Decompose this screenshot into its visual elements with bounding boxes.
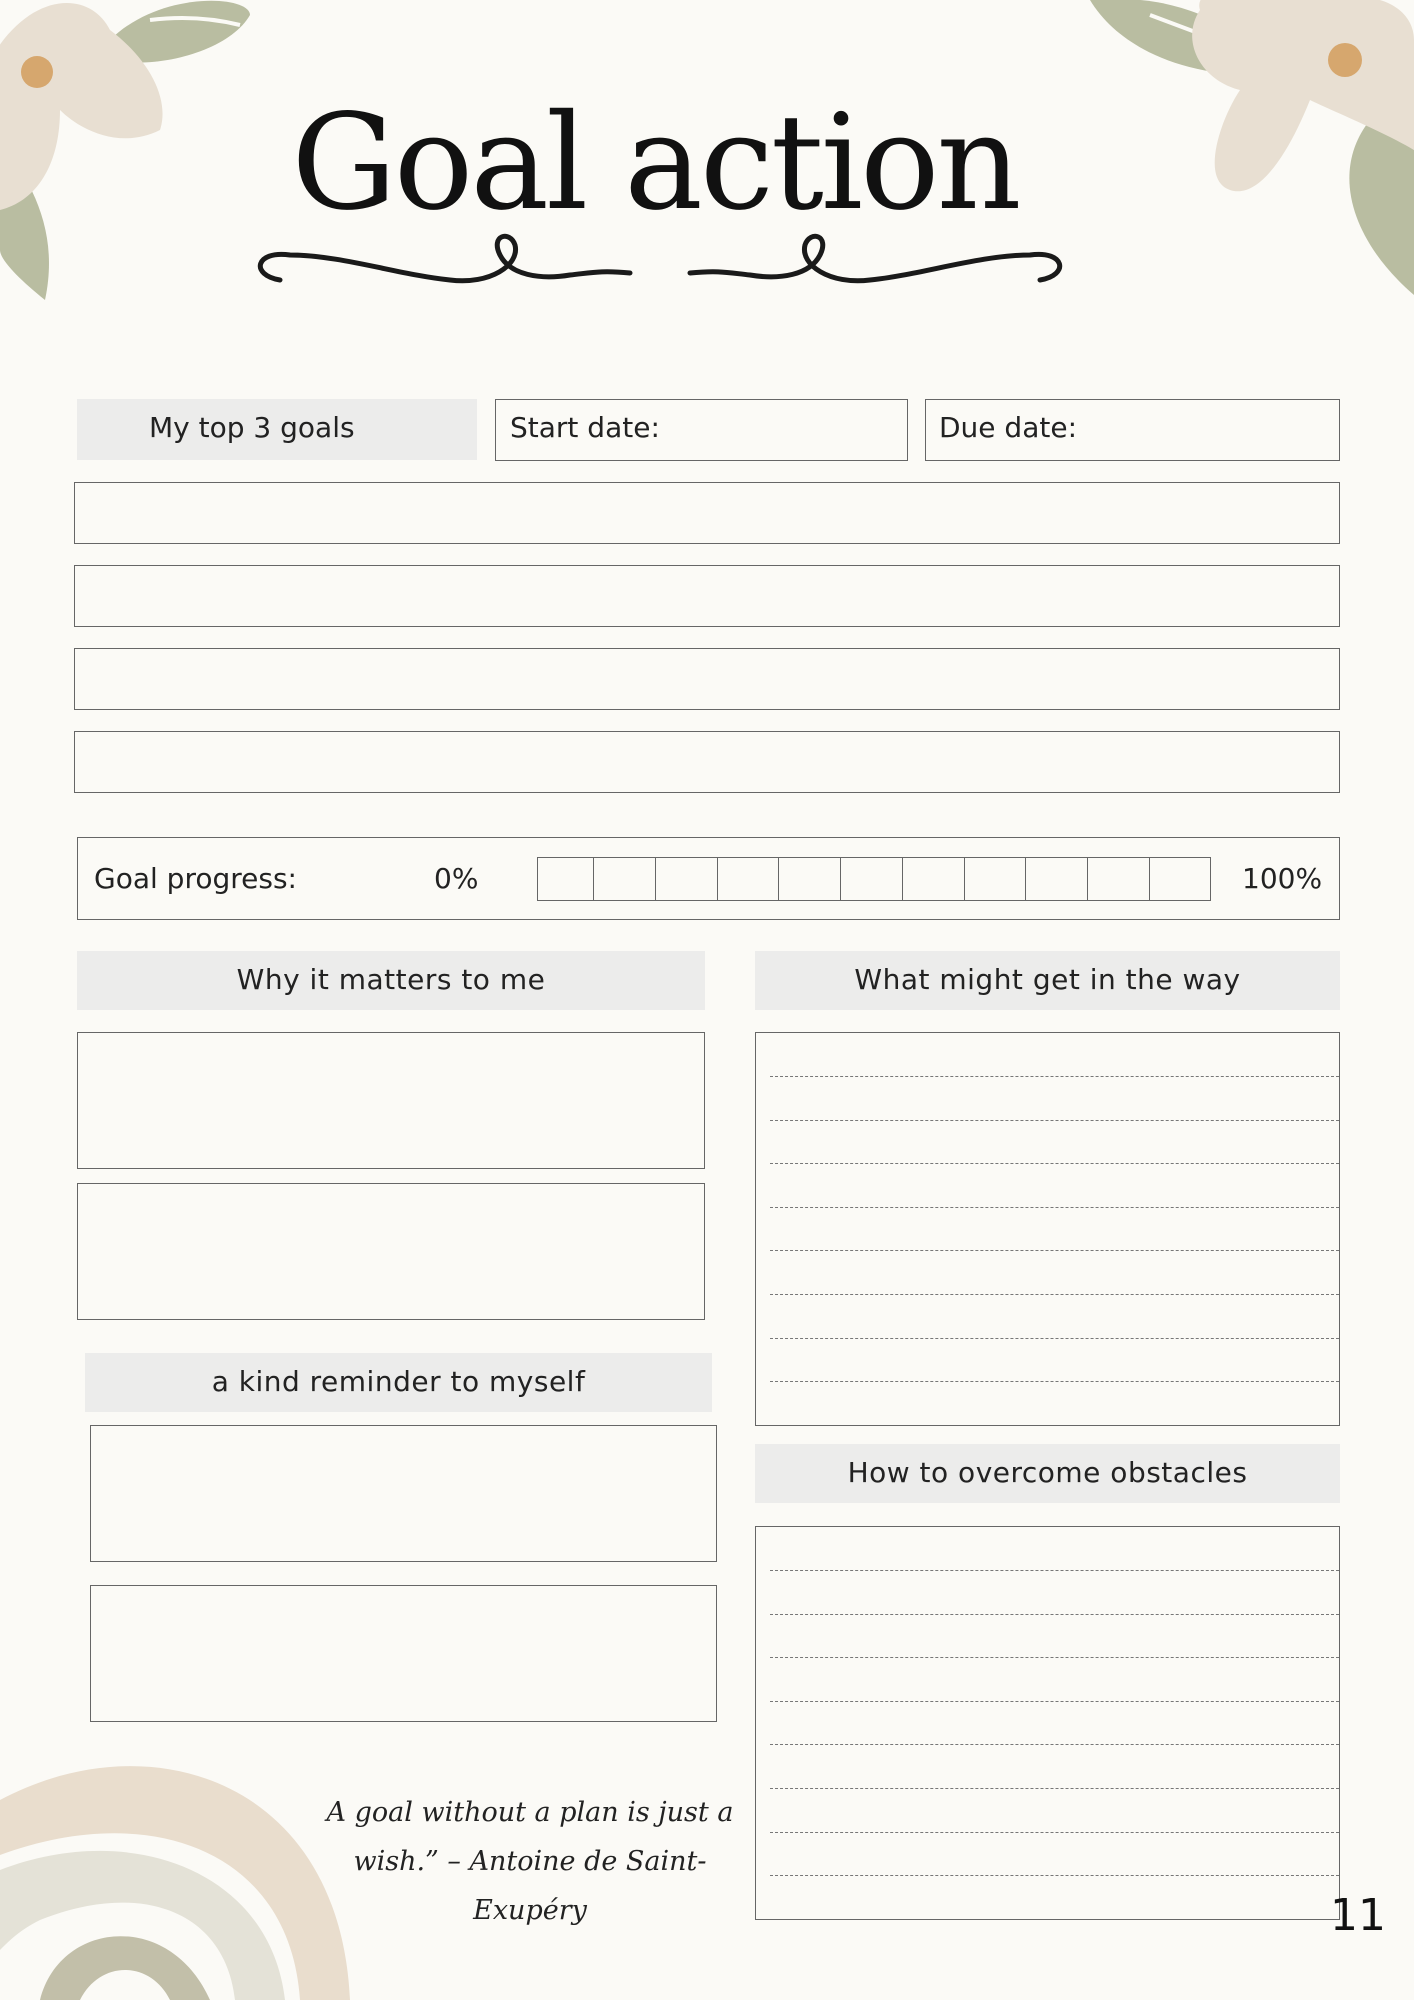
progress-cell[interactable] bbox=[778, 858, 779, 900]
page-number: 11 bbox=[1330, 1890, 1386, 1941]
progress-cell[interactable] bbox=[902, 858, 903, 900]
goal-progress-label: Goal progress: bbox=[94, 862, 297, 895]
writing-line bbox=[770, 1875, 1339, 1876]
progress-cell[interactable] bbox=[593, 858, 594, 900]
writing-line bbox=[770, 1788, 1339, 1789]
writing-line bbox=[770, 1294, 1339, 1295]
overcome-lined-box[interactable] bbox=[755, 1526, 1340, 1920]
due-date-label: Due date: bbox=[939, 411, 1078, 444]
obstacles-header: What might get in the way bbox=[854, 963, 1241, 996]
progress-cell[interactable] bbox=[1087, 858, 1088, 900]
writing-line bbox=[770, 1614, 1339, 1615]
writing-line bbox=[770, 1381, 1339, 1382]
page-title: Goal action bbox=[291, 86, 1019, 240]
rainbow-icon bbox=[0, 1760, 360, 2000]
writing-line bbox=[770, 1250, 1339, 1251]
writing-line bbox=[770, 1207, 1339, 1208]
why-box-1[interactable] bbox=[77, 1032, 705, 1169]
writing-line bbox=[770, 1076, 1339, 1077]
why-box-2[interactable] bbox=[77, 1183, 705, 1320]
flourish-icon bbox=[250, 225, 1070, 295]
writing-line bbox=[770, 1744, 1339, 1745]
inspirational-quote: A goal without a plan is just a wish.” – Antoine de Saint-Exupéry bbox=[326, 1797, 734, 1926]
writing-line bbox=[770, 1120, 1339, 1121]
writing-line bbox=[770, 1832, 1339, 1833]
overcome-header: How to overcome obstacles bbox=[847, 1456, 1248, 1489]
progress-start-label: 0% bbox=[434, 862, 479, 895]
progress-end-label: 100% bbox=[1242, 862, 1323, 895]
start-date-label: Start date: bbox=[510, 411, 660, 444]
progress-cell[interactable] bbox=[964, 858, 965, 900]
top-goals-label: My top 3 goals bbox=[149, 411, 355, 444]
goal-line-4[interactable] bbox=[74, 731, 1340, 793]
writing-line bbox=[770, 1570, 1339, 1571]
goal-line-3[interactable] bbox=[74, 648, 1340, 710]
goal-line-1[interactable] bbox=[74, 482, 1340, 544]
writing-line bbox=[770, 1657, 1339, 1658]
writing-line bbox=[770, 1163, 1339, 1164]
goal-line-2[interactable] bbox=[74, 565, 1340, 627]
reminder-header: a kind reminder to myself bbox=[211, 1365, 586, 1398]
progress-cell[interactable] bbox=[840, 858, 841, 900]
why-header: Why it matters to me bbox=[236, 963, 546, 996]
progress-tracker[interactable] bbox=[537, 857, 1211, 901]
progress-cell[interactable] bbox=[655, 858, 656, 900]
reminder-box-1[interactable] bbox=[90, 1425, 717, 1562]
reminder-box-2[interactable] bbox=[90, 1585, 717, 1722]
progress-cell[interactable] bbox=[717, 858, 718, 900]
progress-cell[interactable] bbox=[1149, 858, 1150, 900]
writing-line bbox=[770, 1701, 1339, 1702]
writing-line bbox=[770, 1338, 1339, 1339]
obstacles-lined-box[interactable] bbox=[755, 1032, 1340, 1426]
progress-cell[interactable] bbox=[1025, 858, 1026, 900]
